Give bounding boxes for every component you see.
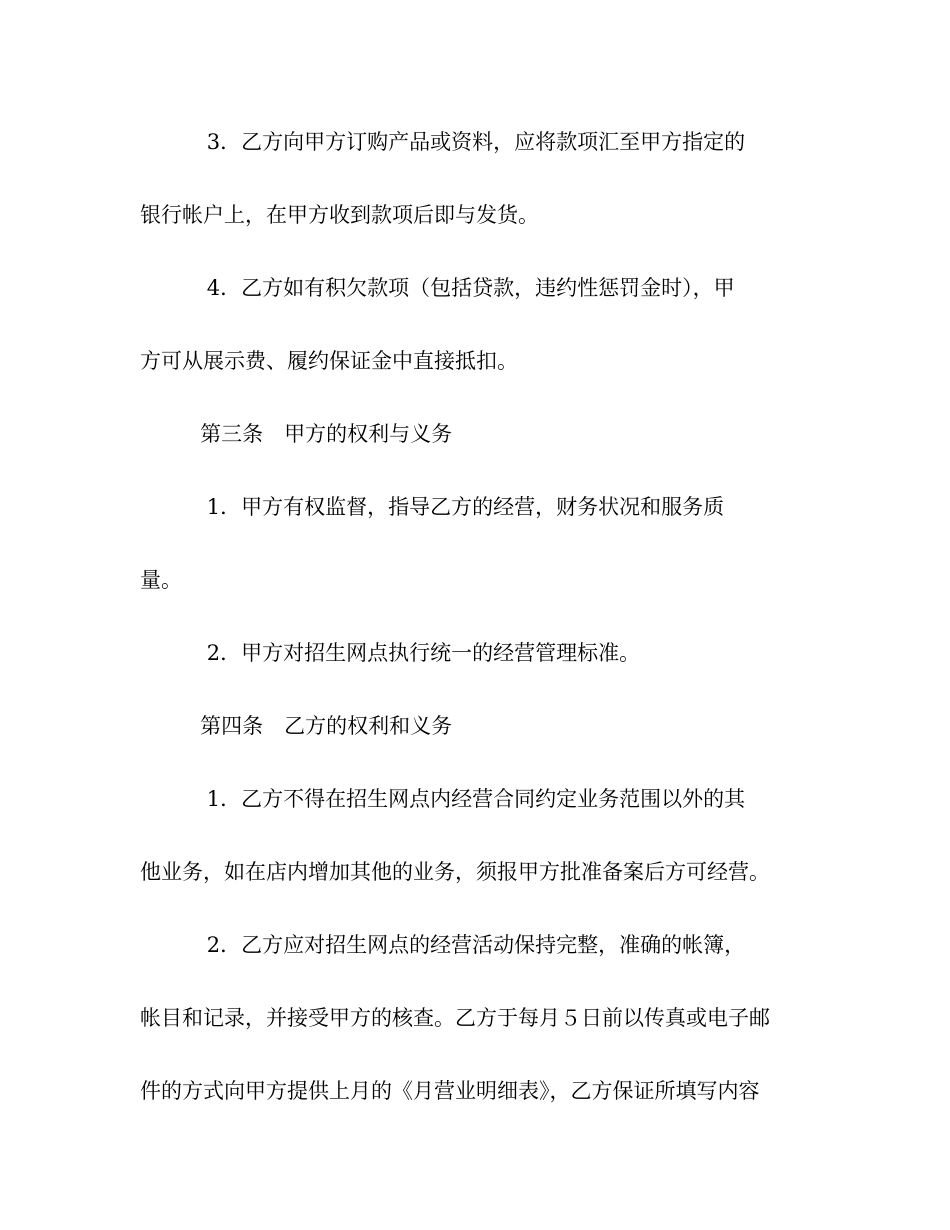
paragraph-line: 1．甲方有权监督，指导乙方的经营，财务状况和服务质 [140,495,725,519]
paragraph-line: 3．乙方向甲方订购产品或资料，应将款项汇至甲方指定的 [140,130,746,154]
paragraph-line: 帐目和记录，并接受甲方的核查。乙方于每月５日前以传真或电子邮 [140,1006,770,1030]
paragraph-line: 2．甲方对招生网点执行统一的经营管理标准。 [140,641,641,665]
paragraph-line: 2．乙方应对招生网点的经营活动保持完整，准确的帐簿， [140,933,746,957]
paragraph-line: 量。 [140,568,182,592]
section-heading: 第四条 乙方的权利和义务 [140,714,453,738]
paragraph-line: 件的方式向甲方提供上月的《月营业明细表》，乙方保证所填写内容 [140,1079,760,1103]
paragraph-line: 方可从展示费、履约保证金中直接抵扣。 [140,349,518,373]
paragraph-line: 他业务，如在店内增加其他的业务，须报甲方批准备案后方可经营。 [140,860,770,884]
section-heading: 第三条 甲方的权利与义务 [140,422,453,446]
paragraph-line: 1．乙方不得在招生网点内经营合同约定业务范围以外的其 [140,787,746,811]
paragraph-line: 4．乙方如有积欠款项（包括贷款，违约性惩罚金时），甲 [140,276,735,300]
paragraph-line: 银行帐户上，在甲方收到款项后即与发货。 [140,203,539,227]
